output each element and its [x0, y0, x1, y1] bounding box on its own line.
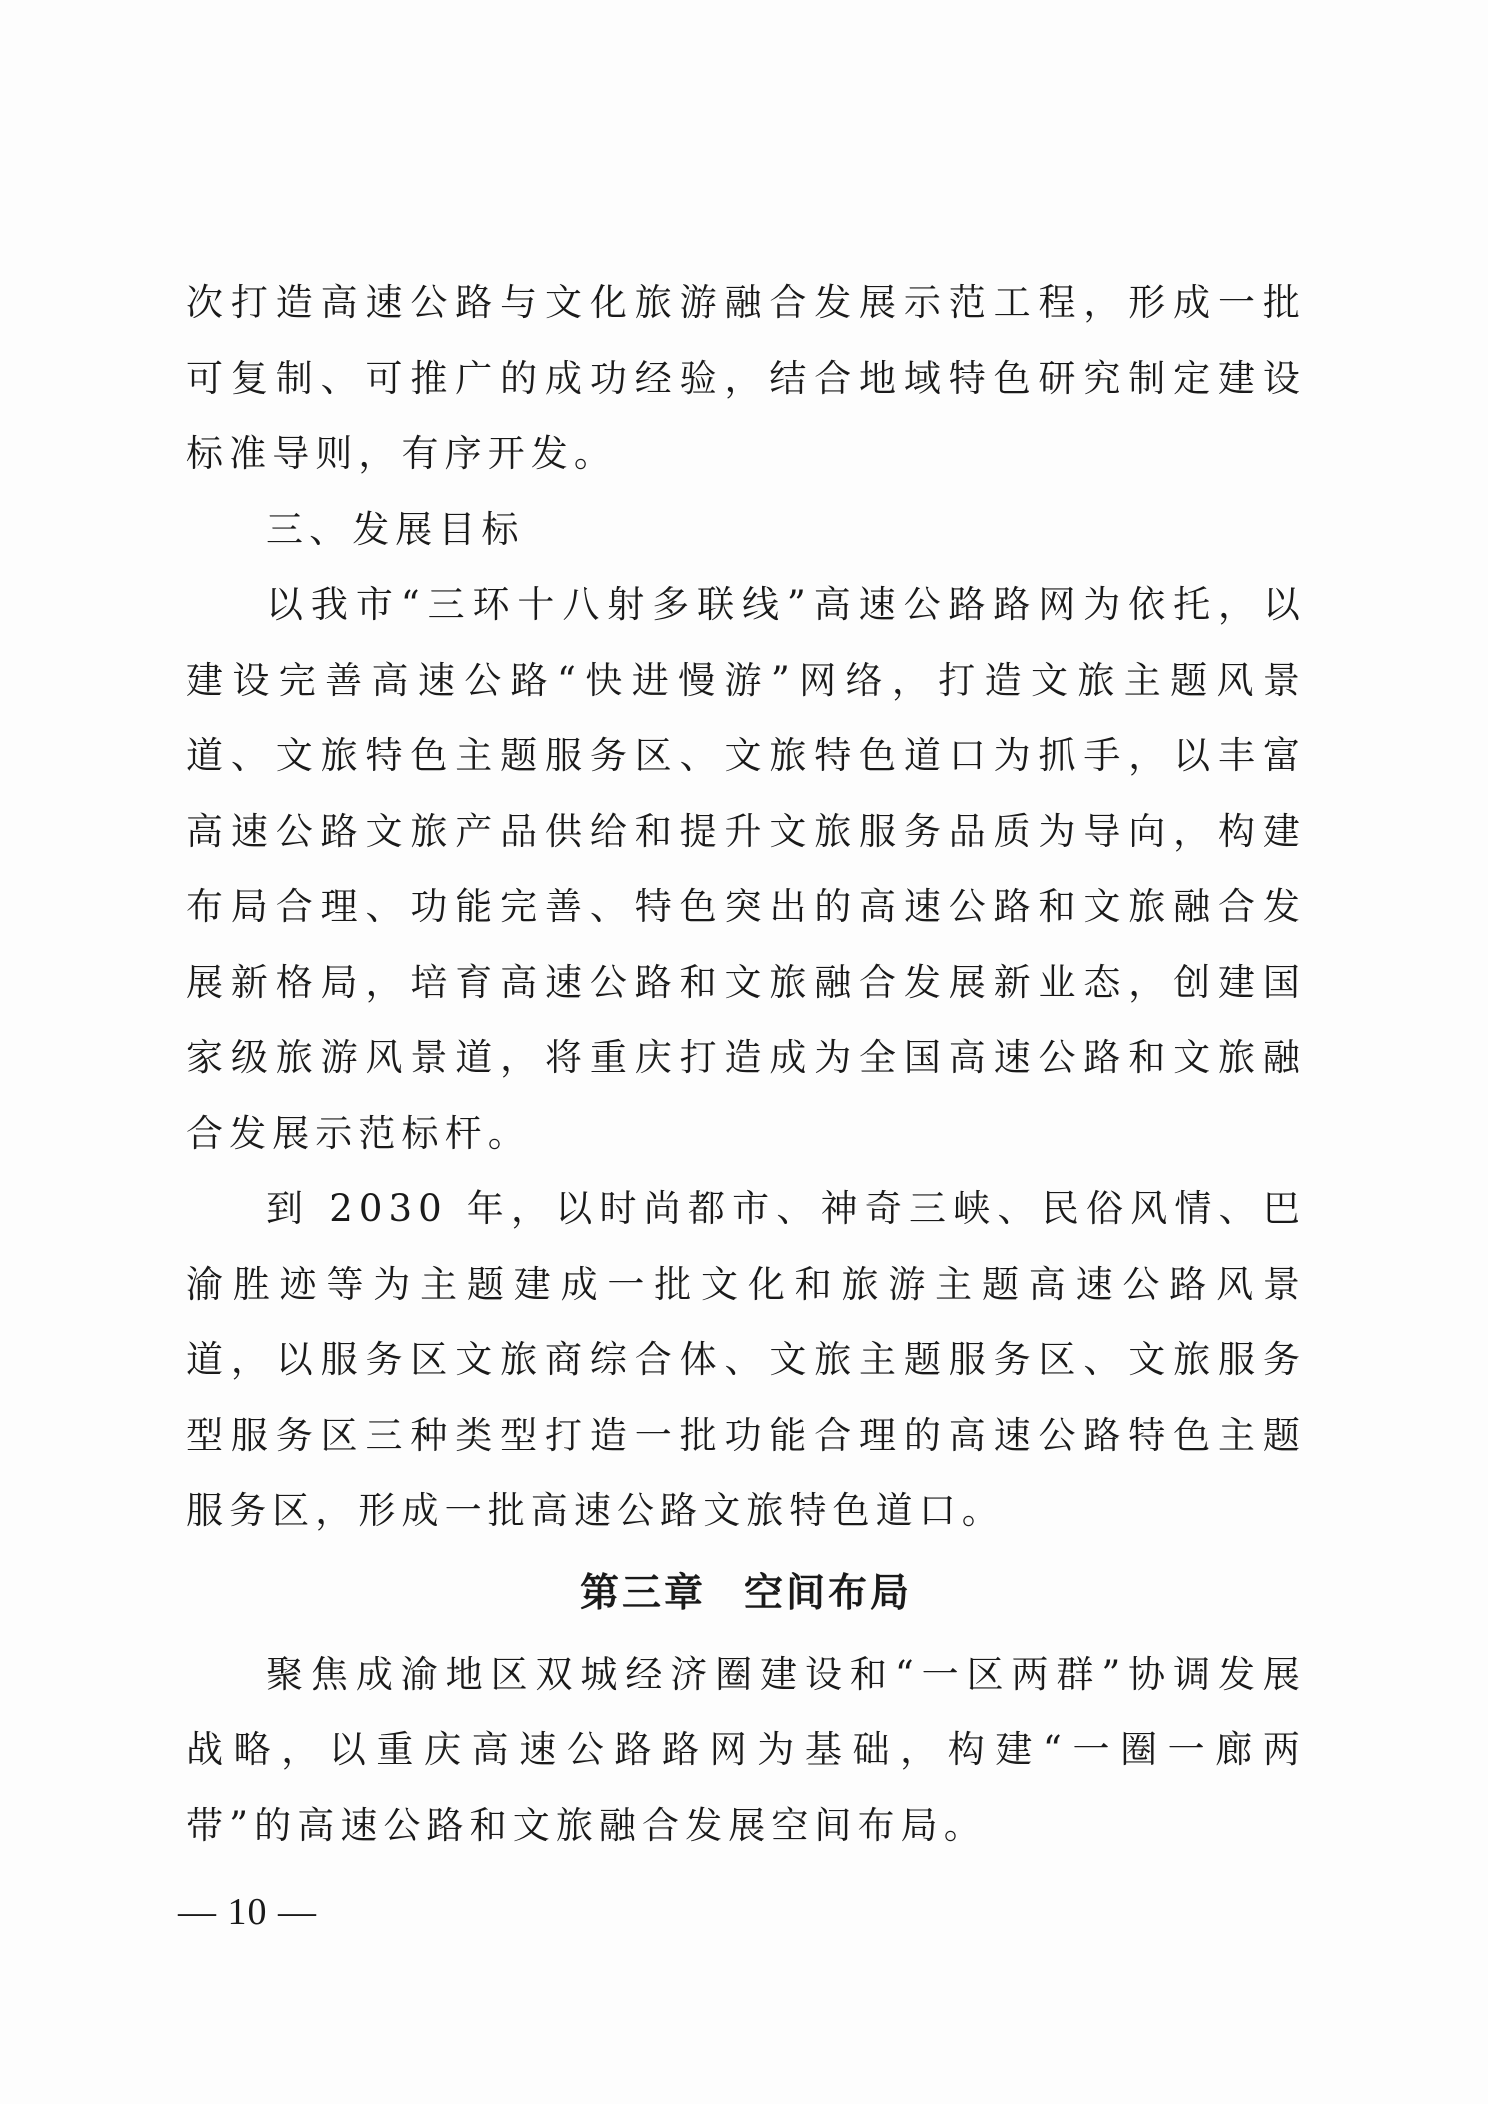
page-number: — 10 —: [178, 1891, 317, 1933]
section-heading-development-goals: 三、发展目标: [266, 507, 525, 551]
paragraph-development-goals: 以我市“三环十八射多联线”高速公路路网为依托，以建设完善高速公路“快进慢游”网络，打造文旅主题风景道、文旅特色主题服务区、文旅特色道口为抓手，以丰富高速公路文旅产品供给和提升文旅服务品质为导向，构建布局合理、功能完善、特色突出的高速公路和文旅融合发展新格局，培育高速公路和文旅融合发展新业态，创建国家级旅游风景道，将重庆打造成为全国高速公路和文旅融合发展示范标杆。: [186, 583, 1306, 1155]
chapter-title: 空间布局: [744, 1570, 913, 1616]
paragraph-continuation: 次打造高速公路与文化旅游融合发展示范工程，形成一批可复制、可推广的成功经验，结合地域特色研究制定建设标准导则，有序开发。: [186, 281, 1306, 475]
chapter-number: 第三章: [579, 1570, 706, 1616]
paragraph-2030-targets: 到 2030 年，以时尚都市、神奇三峡、民俗风情、巴渝胜迹等为主题建成一批文化和旅游主题高速公路风景道，以服务区文旅商综合体、文旅主题服务区、文旅服务型服务区三种类型打造一批功能合理的高速公路特色主题服务区，形成一批高速公路文旅特色道口。: [186, 1187, 1306, 1532]
chapter-heading: [186, 1549, 1306, 1637]
paragraph-spatial-layout: 聚焦成渝地区双城经济圈建设和“一区两群”协调发展战略，以重庆高速公路路网为基础，构建“一圈一廊两带”的高速公路和文旅融合发展空间布局。: [186, 1652, 1306, 1847]
document-body: [186, 265, 1306, 1863]
